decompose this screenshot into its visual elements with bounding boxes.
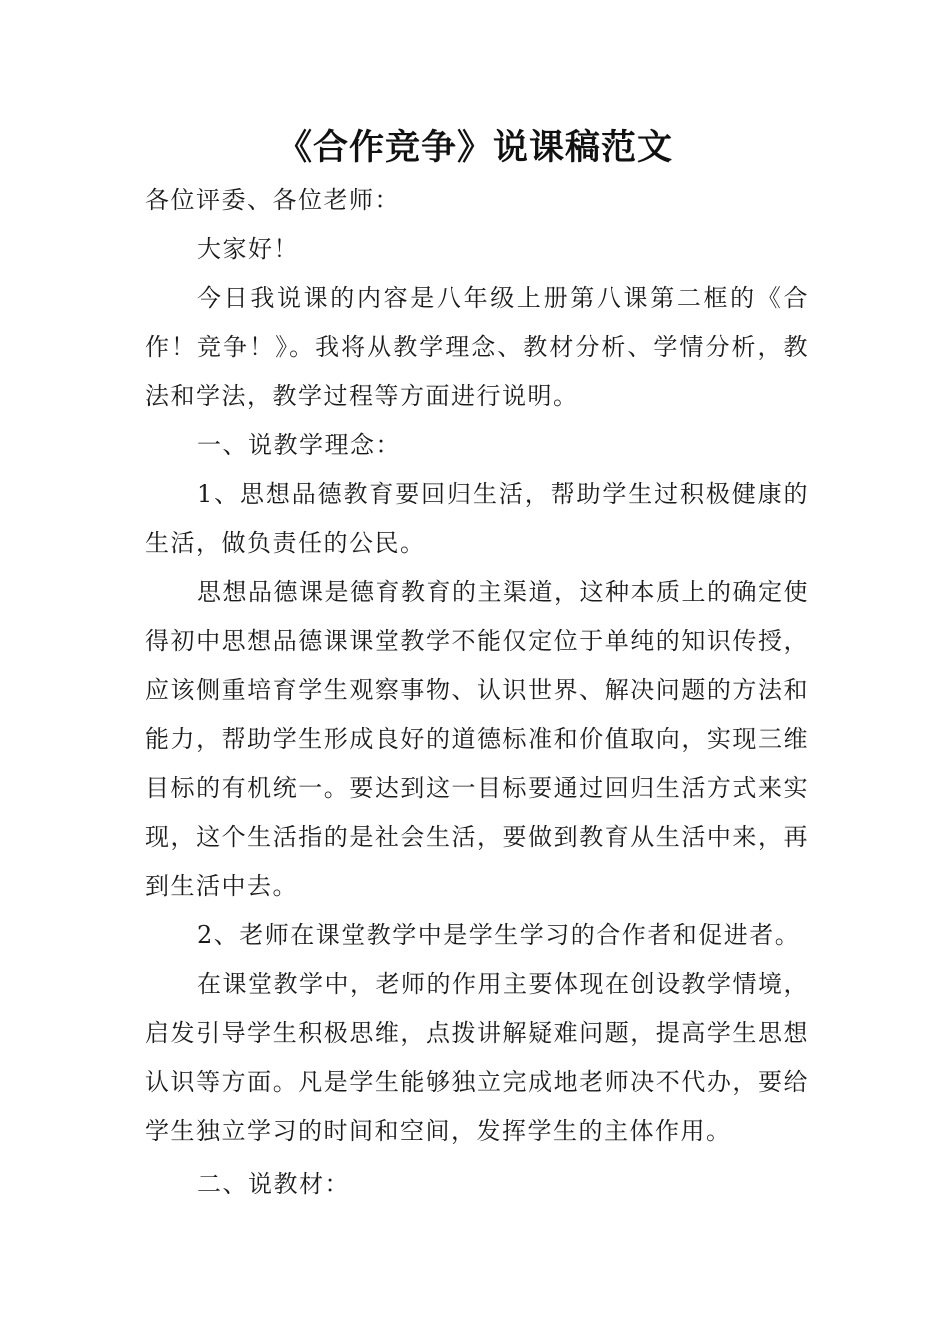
concept-point-1: 1、思想品德教育要回归生活，帮助学生过积极健康的生活，做负责任的公民。 bbox=[145, 480, 809, 557]
greeting: 大家好！ bbox=[197, 235, 299, 263]
salutation: 各位评委、各位老师： bbox=[145, 186, 400, 214]
section-heading-teaching-concept: 一、说教学理念： bbox=[197, 431, 401, 459]
document-title: 《合作竞争》说课稿范文 bbox=[276, 128, 673, 168]
concept-point-1-detail: 思想品德课是德育教育的主渠道，这种本质上的确定使得初中思想品德课课堂教学不能仅定位于单纯的知识传授，应该侧重培育学生观察事物、认识世界、解决问题的方法和能力，帮助学生形成良好的道德标准和价值取向，实现三维目标的有机统一。要达到这一目标要通过回归生活方式来实现，这个生活指的是社会生活，要做到教育从生活中来，再到生活中去。 bbox=[145, 578, 809, 900]
concept-point-2: 2、老师在课堂教学中是学生学习的合作者和促进者。 bbox=[197, 921, 801, 949]
document-body bbox=[145, 176, 809, 1209]
section-heading-textbook: 二、说教材： bbox=[197, 1170, 350, 1198]
concept-point-2-detail: 在课堂教学中，老师的作用主要体现在创设教学情境，启发引导学生积极思维，点拨讲解疑难问题，提高学生思想认识等方面。凡是学生能够独立完成地老师决不代办，要给学生独立学习的时间和空间，发挥学生的主体作用。 bbox=[145, 970, 809, 1145]
intro-paragraph: 今日我说课的内容是八年级上册第八课第二框的《合作！竞争！》。我将从教学理念、教材分析、学情分析，教法和学法，教学过程等方面进行说明。 bbox=[145, 284, 809, 410]
